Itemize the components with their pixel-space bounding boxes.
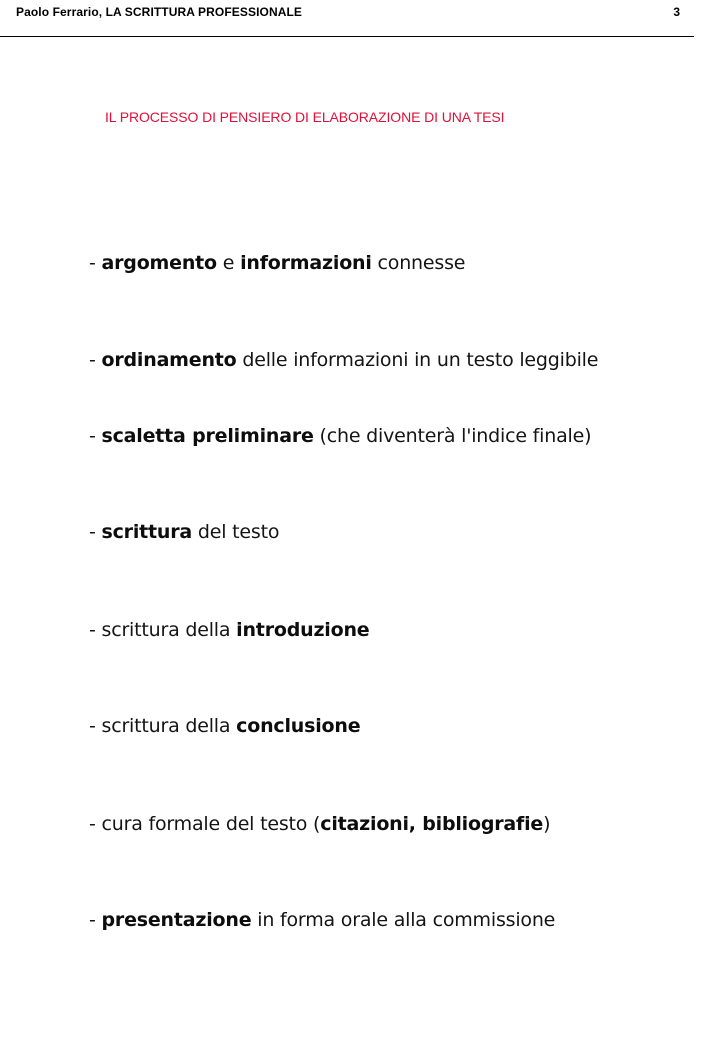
page-number: 3 <box>673 5 680 19</box>
step-dash: - <box>89 909 102 931</box>
document-heading: IL PROCESSO DI PENSIERO DI ELABORAZIONE DI UNA TESI <box>105 109 505 125</box>
step-dash: - <box>89 425 102 447</box>
step-keyword: ordinamento <box>101 349 237 371</box>
step-scrittura <box>89 521 279 543</box>
step-presentazione <box>89 909 555 931</box>
step-keyword: presentazione <box>101 909 252 931</box>
step-text: ) <box>543 813 551 835</box>
step-argomento <box>89 252 465 274</box>
step-keyword: argomento <box>101 252 217 274</box>
step-keyword: conclusione <box>236 715 361 737</box>
step-dash: - <box>89 813 102 835</box>
step-text: (che diventerà l'indice finale) <box>313 425 592 447</box>
step-text: del testo <box>192 521 280 543</box>
step-keyword: informazioni <box>240 252 372 274</box>
step-keyword: citazioni, bibliografie <box>320 813 544 835</box>
header-title: Paolo Ferrario, LA SCRITTURA PROFESSIONALE <box>16 5 303 19</box>
step-dash: - <box>89 521 102 543</box>
step-conclusione <box>89 715 360 737</box>
step-text: delle informazioni in un testo leggibile <box>236 349 599 371</box>
step-text: cura formale del testo ( <box>101 813 321 835</box>
step-scaletta <box>89 425 591 447</box>
page-header <box>0 0 694 37</box>
step-keyword: introduzione <box>236 619 370 641</box>
step-dash: - <box>89 619 102 641</box>
step-text: e <box>216 252 241 274</box>
step-text: connesse <box>371 252 466 274</box>
step-dash: - <box>89 715 102 737</box>
step-keyword: scrittura <box>101 521 193 543</box>
step-dash: - <box>89 349 102 371</box>
step-text: scrittura della <box>101 715 237 737</box>
step-introduzione <box>89 619 369 641</box>
step-ordinamento <box>89 349 598 371</box>
step-keyword: scaletta preliminare <box>101 425 314 447</box>
step-dash: - <box>89 252 102 274</box>
step-cura-formale <box>89 813 550 835</box>
step-text: scrittura della <box>101 619 237 641</box>
step-text: in forma orale alla commissione <box>251 909 556 931</box>
